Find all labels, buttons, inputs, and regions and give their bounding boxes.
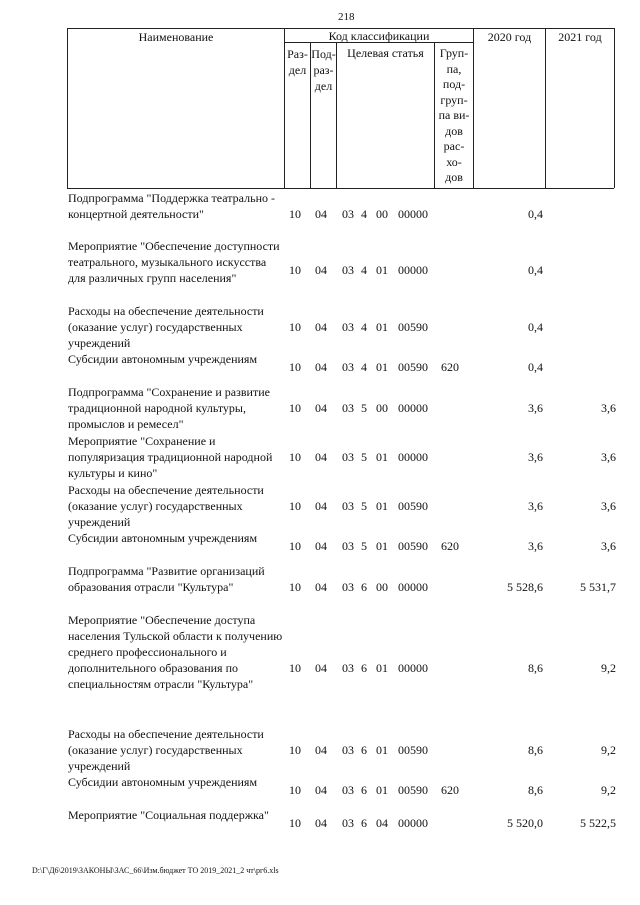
value-2020: 3,6	[528, 450, 543, 464]
podrazdel-cell: 04	[315, 816, 327, 830]
target-code-3: 01	[376, 263, 388, 277]
value-2020: 0,4	[528, 360, 543, 374]
target-code-1: 03	[342, 743, 354, 757]
row-name: Расходы на обеспечение деятельности (оказание услуг) государственных учреждений	[68, 304, 264, 350]
target-code-4: 00000	[398, 816, 428, 830]
target-code-1: 03	[342, 661, 354, 675]
expense-type-cell: 620	[441, 783, 459, 797]
podrazdel-cell: 04	[315, 743, 327, 757]
target-code-2: 6	[361, 783, 367, 797]
podrazdel-cell: 04	[315, 320, 327, 334]
target-code-2: 4	[361, 360, 367, 374]
target-code-1: 03	[342, 580, 354, 594]
value-2020: 8,6	[528, 661, 543, 675]
podrazdel-cell: 04	[315, 580, 327, 594]
row-name: Мероприятие "Обеспечение доступа населения Тульской области к получению среднего профессионального и дополнительного образования по специальностям отрасли "Культура"	[68, 613, 283, 691]
value-2020: 3,6	[528, 539, 543, 553]
expense-type-cell: 620	[441, 360, 459, 374]
target-code-4: 00590	[398, 499, 428, 513]
target-code-1: 03	[342, 450, 354, 464]
file-path-footer: D:\Г\Д6\2019\ЗАКОНЫ\ЗАС_66\Изм.бюджет ТО 2019_2021_2 чт\рг6.xls	[32, 866, 279, 875]
value-2021: 5 531,7	[580, 580, 616, 594]
target-code-4: 00590	[398, 320, 428, 334]
target-code-4: 00590	[398, 360, 428, 374]
target-code-3: 01	[376, 539, 388, 553]
target-code-4: 00590	[398, 783, 428, 797]
value-2021: 5 522,5	[580, 816, 616, 830]
target-code-2: 6	[361, 580, 367, 594]
razdel-cell: 10	[289, 320, 301, 334]
value-2020: 3,6	[528, 499, 543, 513]
razdel-cell: 10	[289, 263, 301, 277]
header-target-article: Целевая статья	[347, 46, 424, 60]
target-code-2: 5	[361, 401, 367, 415]
value-2021: 9,2	[601, 743, 616, 757]
row-name: Мероприятие "Обеспечение доступности театрального, музыкального искусства для различных групп населения"	[68, 239, 280, 285]
target-code-3: 00	[376, 580, 388, 594]
target-code-1: 03	[342, 401, 354, 415]
value-2021: 3,6	[601, 499, 616, 513]
expense-type-cell: 620	[441, 539, 459, 553]
row-name: Подпрограмма "Сохранение и развитие традиционной народной культуры, промыслов и ремесел"	[68, 385, 270, 431]
target-code-3: 00	[376, 207, 388, 221]
header-section: Раз- дел	[287, 47, 308, 77]
header-classification: Код классификации	[328, 29, 430, 43]
target-code-4: 00000	[398, 450, 428, 464]
target-code-3: 01	[376, 360, 388, 374]
target-code-3: 01	[376, 783, 388, 797]
value-2020: 5 520,0	[507, 816, 543, 830]
row-name: Подпрограмма "Развитие организаций образования отрасли "Культура"	[68, 564, 265, 594]
target-code-2: 4	[361, 207, 367, 221]
razdel-cell: 10	[289, 661, 301, 675]
target-code-3: 01	[376, 499, 388, 513]
target-code-1: 03	[342, 320, 354, 334]
target-code-2: 4	[361, 263, 367, 277]
target-code-1: 03	[342, 783, 354, 797]
razdel-cell: 10	[289, 743, 301, 757]
target-code-4: 00590	[398, 539, 428, 553]
podrazdel-cell: 04	[315, 539, 327, 553]
target-code-4: 00000	[398, 661, 428, 675]
header-name: Наименование	[138, 30, 214, 44]
value-2021: 3,6	[601, 401, 616, 415]
target-code-4: 00000	[398, 401, 428, 415]
target-code-3: 00	[376, 401, 388, 415]
target-code-2: 6	[361, 743, 367, 757]
header-2020: 2020 год	[487, 30, 532, 44]
row-name: Подпрограмма "Поддержка театрально - концертной деятельности"	[68, 191, 275, 221]
podrazdel-cell: 04	[315, 499, 327, 513]
target-code-1: 03	[342, 499, 354, 513]
target-code-2: 5	[361, 539, 367, 553]
header-2021: 2021 год	[558, 30, 602, 44]
razdel-cell: 10	[289, 499, 301, 513]
razdel-cell: 10	[289, 816, 301, 830]
podrazdel-cell: 04	[315, 661, 327, 675]
value-2021: 3,6	[601, 539, 616, 553]
value-2020: 0,4	[528, 263, 543, 277]
row-name: Мероприятие "Социальная поддержка"	[68, 808, 269, 822]
razdel-cell: 10	[289, 207, 301, 221]
row-name: Субсидии автономным учреждениям	[68, 531, 258, 545]
target-code-1: 03	[342, 539, 354, 553]
target-code-3: 01	[376, 320, 388, 334]
target-code-1: 03	[342, 816, 354, 830]
page-number: 218	[338, 11, 355, 23]
target-code-3: 01	[376, 743, 388, 757]
value-2021: 9,2	[601, 661, 616, 675]
target-code-1: 03	[342, 263, 354, 277]
value-2020: 5 528,6	[507, 580, 543, 594]
row-name: Мероприятие "Сохранение и популяризация традиционной народной культуры и кино"	[68, 434, 273, 480]
row-name: Субсидии автономным учреждениям	[68, 352, 258, 366]
value-2020: 3,6	[528, 401, 543, 415]
podrazdel-cell: 04	[315, 360, 327, 374]
header-subsection: Под- раз- дел	[311, 47, 336, 93]
target-code-4: 00590	[398, 743, 428, 757]
razdel-cell: 10	[289, 783, 301, 797]
razdel-cell: 10	[289, 580, 301, 594]
target-code-1: 03	[342, 360, 354, 374]
target-code-1: 03	[342, 207, 354, 221]
target-code-2: 6	[361, 661, 367, 675]
value-2020: 0,4	[528, 320, 543, 334]
target-code-3: 04	[376, 816, 388, 830]
row-name: Расходы на обеспечение деятельности (оказание услуг) государственных учреждений	[68, 727, 264, 773]
target-code-2: 5	[361, 450, 367, 464]
value-2021: 3,6	[601, 450, 616, 464]
row-name: Субсидии автономным учреждениям	[68, 775, 258, 789]
target-code-4: 00000	[398, 263, 428, 277]
value-2020: 0,4	[528, 207, 543, 221]
header-expense-group: Груп- па, под- груп- па ви- дов рас- хо- дов	[438, 46, 470, 184]
target-code-3: 01	[376, 450, 388, 464]
target-code-4: 00000	[398, 580, 428, 594]
target-code-2: 5	[361, 499, 367, 513]
razdel-cell: 10	[289, 401, 301, 415]
value-2021: 9,2	[601, 783, 616, 797]
target-code-3: 01	[376, 661, 388, 675]
razdel-cell: 10	[289, 539, 301, 553]
podrazdel-cell: 04	[315, 263, 327, 277]
razdel-cell: 10	[289, 450, 301, 464]
target-code-4: 00000	[398, 207, 428, 221]
row-name: Расходы на обеспечение деятельности (оказание услуг) государственных учреждений	[68, 483, 264, 529]
razdel-cell: 10	[289, 360, 301, 374]
value-2020: 8,6	[528, 783, 543, 797]
target-code-2: 4	[361, 320, 367, 334]
podrazdel-cell: 04	[315, 783, 327, 797]
target-code-2: 6	[361, 816, 367, 830]
value-2020: 8,6	[528, 743, 543, 757]
podrazdel-cell: 04	[315, 401, 327, 415]
podrazdel-cell: 04	[315, 207, 327, 221]
podrazdel-cell: 04	[315, 450, 327, 464]
